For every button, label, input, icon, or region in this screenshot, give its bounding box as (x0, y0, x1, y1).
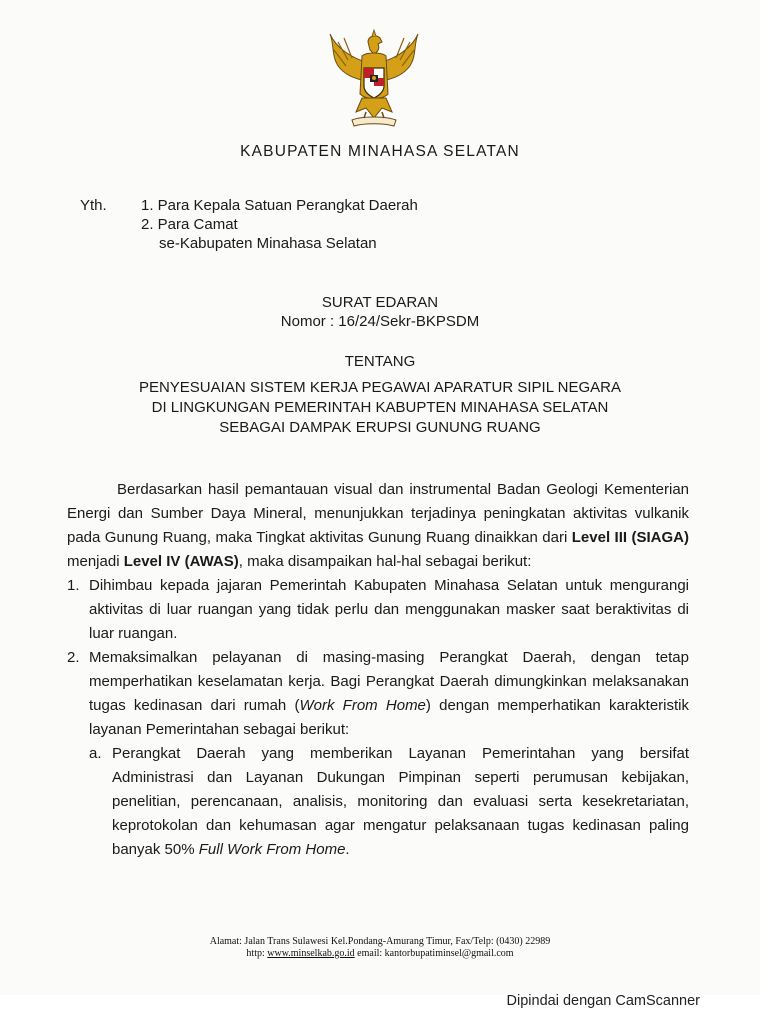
website-link[interactable]: www.minselkab.go.id (267, 948, 355, 959)
item-number: 2. (67, 649, 80, 666)
full-work-from-home-term: Full Work From Home (198, 841, 346, 858)
intro-paragraph (67, 478, 689, 574)
intro-text: , maka disampaikan hal-hal sebagai berikut: (238, 553, 532, 570)
letter-title-block (0, 293, 760, 331)
sub-list-item (67, 742, 689, 862)
item-text: Perangkat Daerah yang memberikan Layanan Pemerintahan yang bersifat Administrasi dan Layanan Dukungan Pimpinan seperti perumusan kebijakan, penelitian, perencanaan, analisis, monitoring dan evaluasi serta kesekretariatan, keprotokolan dan kehumasan agar mengatur pelaksanaan tugas kedinasan paling banyak 50% (112, 745, 689, 858)
list-item (67, 574, 689, 646)
camscanner-watermark: Dipindai dengan CamScanner (506, 993, 700, 1009)
work-from-home-term: Work From Home (299, 697, 426, 714)
garuda-emblem-icon (322, 28, 426, 132)
email-label: email: (354, 948, 385, 959)
letterhead-footer (0, 936, 760, 960)
salutation: Yth. (80, 197, 107, 214)
letter-subject (0, 378, 760, 438)
letter-body (67, 478, 689, 862)
addressee-line: 1. Para Kepala Satuan Perangkat Daerah (141, 197, 418, 214)
regency-heading: KABUPATEN MINAHASA SELATAN (240, 143, 520, 160)
intro-text: menjadi (67, 553, 124, 570)
http-label: http: (246, 948, 268, 959)
footer-address: Alamat: Jalan Trans Sulawesi Kel.Pondang-Amurang Timur, Fax/Telp: (0430) 22989 (209, 936, 551, 947)
item-text: Memaksimalkan pelayanan di masing-masing Perangkat Daerah, dengan tetap memperhatikan keselamatan kerja. Bagi Perangkat Daerah dimungkinkan melaksanakan tugas kedinasan dari rumah ( (89, 649, 689, 714)
email-address: kantorbupatiminsel@gmail.com (384, 948, 514, 959)
item-text: Dihimbau kepada jajaran Pemerintah Kabupaten Minahasa Selatan untuk mengurangi aktivitas di luar ruangan yang tidak perlu dan menggunakan masker saat beraktivitas di luar ruangan. (89, 577, 689, 642)
intro-text: Berdasarkan hasil pemantauan visual dan instrumental Badan Geologi Kementerian Energi dan Sumber Daya Mineral, menunjukkan terjadinya peningkatan aktivitas vulkanik pada Gunung Ruang, maka Tingkat aktivitas Gunung Ruang dinaikkan dari (67, 481, 689, 546)
item-number: 1. (67, 577, 80, 594)
level-from: Level III (SIAGA) (571, 529, 689, 546)
level-to: Level IV (AWAS) (123, 553, 239, 570)
item-text: . (345, 841, 350, 858)
letter-number: Nomor : 16/24/Sekr-BKPSDM (280, 313, 480, 330)
footer-contact (0, 948, 760, 960)
subject-line: PENYESUAIAN SISTEM KERJA PEGAWAI APARATUR SIPIL NEGARA (138, 379, 622, 396)
item-text: ) dengan memperhatikan karakteristik layanan Pemerintahan sebagai berikut: (89, 697, 689, 738)
subject-line: SEBAGAI DAMPAK ERUPSI GUNUNG RUANG (219, 419, 541, 436)
item-number: a. (89, 745, 102, 762)
list-item (67, 646, 689, 742)
letter-type: SURAT EDARAN (321, 294, 439, 311)
subject-line: DI LINGKUNGAN PEMERINTAH KABUPTEN MINAHASA SELATAN (151, 399, 609, 416)
addressee-line: 2. Para Camat (141, 216, 238, 233)
addressee-list (141, 196, 541, 253)
letter-about: TENTANG (344, 353, 416, 370)
addressee-line: se-Kabupaten Minahasa Selatan (159, 235, 377, 252)
